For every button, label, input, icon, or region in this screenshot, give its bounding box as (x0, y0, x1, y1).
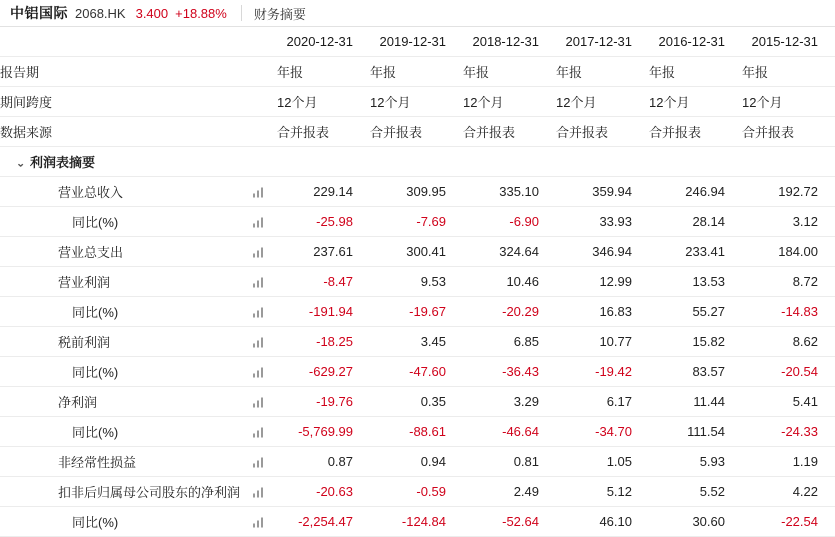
mini-bar-chart-icon[interactable] (253, 456, 265, 467)
row-label: 同比(%) (0, 357, 277, 387)
stock-name: 中铝国际 (10, 5, 68, 21)
section-label (0, 147, 277, 177)
row-value: 1.05 (556, 447, 649, 477)
row-value: 12个月 (370, 87, 463, 117)
row-value: -629.27 (277, 357, 370, 387)
row-label: 非经常性损益 (0, 447, 277, 477)
stock-header (0, 0, 835, 27)
row-value: -20.29 (463, 297, 556, 327)
column-header-period: 2018-12-31 (463, 27, 556, 57)
column-header-label (0, 27, 277, 57)
row-value: 229.14 (277, 177, 370, 207)
row-value: 46.10 (556, 507, 649, 537)
row-value: -22.54 (742, 507, 835, 537)
row-value: -47.60 (370, 357, 463, 387)
row-value: 12.99 (556, 267, 649, 297)
row-value: -7.69 (370, 207, 463, 237)
column-header-period: 2019-12-31 (370, 27, 463, 57)
header-divider (241, 5, 242, 21)
row-label: 期间跨度 (0, 87, 277, 117)
row-label: 数据来源 (0, 117, 277, 147)
row-value: 合并报表 (277, 117, 370, 147)
row-label: 税前利润 (0, 327, 277, 357)
mini-bar-chart-icon[interactable] (253, 366, 265, 377)
mini-bar-chart-icon[interactable] (253, 246, 265, 257)
column-header-period: 2015-12-31 (742, 27, 835, 57)
row-value: -19.42 (556, 357, 649, 387)
row-value: 111.54 (649, 417, 742, 447)
row-value: 年报 (742, 57, 835, 87)
mini-bar-chart-icon[interactable] (253, 426, 265, 437)
row-value: 6.85 (463, 327, 556, 357)
row-value: 233.41 (649, 237, 742, 267)
row-value: 5.41 (742, 387, 835, 417)
row-value: 年报 (649, 57, 742, 87)
row-value: 346.94 (556, 237, 649, 267)
table-row[interactable] (0, 387, 835, 417)
table-row[interactable] (0, 267, 835, 297)
table-row[interactable] (0, 297, 835, 327)
row-value: 9.53 (370, 267, 463, 297)
row-value: -52.64 (463, 507, 556, 537)
row-label: 扣非后归属母公司股东的净利润 (0, 477, 277, 507)
stock-change-percent: +18.88% (175, 5, 227, 21)
row-value: 合并报表 (742, 117, 835, 147)
row-label: 营业利润 (0, 267, 277, 297)
row-value: 28.14 (649, 207, 742, 237)
row-value: -19.76 (277, 387, 370, 417)
row-value: 5.12 (556, 477, 649, 507)
row-value: -5,769.99 (277, 417, 370, 447)
row-value: 8.62 (742, 327, 835, 357)
row-label: 同比(%) (0, 417, 277, 447)
row-value: 10.77 (556, 327, 649, 357)
section-label-text: 利润表摘要 (30, 155, 96, 170)
row-value: 12个月 (742, 87, 835, 117)
row-value: 3.29 (463, 387, 556, 417)
row-value: 83.57 (649, 357, 742, 387)
stock-code: 2068.HK (75, 5, 126, 21)
row-value: 237.61 (277, 237, 370, 267)
tab-financial-summary[interactable]: 财务摘要 (253, 6, 306, 22)
row-value: -46.64 (463, 417, 556, 447)
mini-bar-chart-icon[interactable] (253, 516, 265, 527)
row-label: 同比(%) (0, 297, 277, 327)
row-label: 报告期 (0, 57, 277, 87)
row-value: 合并报表 (370, 117, 463, 147)
row-label: 同比(%) (0, 507, 277, 537)
table-row[interactable] (0, 507, 835, 537)
row-label: 营业总收入 (0, 177, 277, 207)
row-value: 309.95 (370, 177, 463, 207)
row-value: 年报 (370, 57, 463, 87)
row-value: 0.35 (370, 387, 463, 417)
row-value: -124.84 (370, 507, 463, 537)
table-body (0, 57, 835, 537)
table-header (0, 27, 835, 57)
mini-bar-chart-icon[interactable] (253, 216, 265, 227)
table-row[interactable] (0, 207, 835, 237)
table-row[interactable] (0, 447, 835, 477)
row-value: 335.10 (463, 177, 556, 207)
section-row-income-statement[interactable] (0, 147, 835, 177)
section-row-empty-cell (556, 147, 649, 177)
row-value: 359.94 (556, 177, 649, 207)
section-row-empty-cell (463, 147, 556, 177)
row-value: 13.53 (649, 267, 742, 297)
row-value: 12个月 (277, 87, 370, 117)
row-value: -36.43 (463, 357, 556, 387)
mini-bar-chart-icon[interactable] (253, 306, 265, 317)
row-value: 184.00 (742, 237, 835, 267)
mini-bar-chart-icon[interactable] (253, 486, 265, 497)
section-row-empty-cell (370, 147, 463, 177)
row-value: 192.72 (742, 177, 835, 207)
row-label: 净利润 (0, 387, 277, 417)
row-value: 年报 (463, 57, 556, 87)
row-value: 合并报表 (649, 117, 742, 147)
section-row-empty-cell (742, 147, 835, 177)
row-value: 10.46 (463, 267, 556, 297)
row-value: -6.90 (463, 207, 556, 237)
mini-bar-chart-icon[interactable] (253, 396, 265, 407)
row-value: -19.67 (370, 297, 463, 327)
table-row[interactable] (0, 357, 835, 387)
row-value: 合并报表 (463, 117, 556, 147)
row-value: 55.27 (649, 297, 742, 327)
row-value: 33.93 (556, 207, 649, 237)
row-value: -8.47 (277, 267, 370, 297)
row-value: -0.59 (370, 477, 463, 507)
row-value: 12个月 (649, 87, 742, 117)
table-row[interactable] (0, 417, 835, 447)
mini-bar-chart-icon[interactable] (253, 276, 265, 287)
row-value: 年报 (556, 57, 649, 87)
row-value: 324.64 (463, 237, 556, 267)
row-label: 同比(%) (0, 207, 277, 237)
row-value: 3.45 (370, 327, 463, 357)
row-value: 2.49 (463, 477, 556, 507)
chevron-down-icon[interactable]: ⌄ (16, 158, 26, 170)
row-value: 0.81 (463, 447, 556, 477)
financial-summary-table-container[interactable] (0, 27, 835, 530)
section-row-empty-cell (649, 147, 742, 177)
row-value: -191.94 (277, 297, 370, 327)
stock-price: 3.400 (135, 5, 169, 21)
row-value: 15.82 (649, 327, 742, 357)
mini-bar-chart-icon[interactable] (253, 186, 265, 197)
row-value: 6.17 (556, 387, 649, 417)
column-header-period: 2017-12-31 (556, 27, 649, 57)
column-header-period: 2016-12-31 (649, 27, 742, 57)
table-row[interactable] (0, 117, 835, 147)
row-value: 5.93 (649, 447, 742, 477)
row-value: -20.63 (277, 477, 370, 507)
table-row[interactable] (0, 57, 835, 87)
table-header-row (0, 27, 835, 57)
row-value: -24.33 (742, 417, 835, 447)
row-value: 16.83 (556, 297, 649, 327)
row-value: 3.12 (742, 207, 835, 237)
row-value: -2,254.47 (277, 507, 370, 537)
row-value: -18.25 (277, 327, 370, 357)
table-row[interactable] (0, 327, 835, 357)
row-value: -14.83 (742, 297, 835, 327)
row-value: -20.54 (742, 357, 835, 387)
row-value: 0.94 (370, 447, 463, 477)
table-row[interactable] (0, 177, 835, 207)
row-value: 4.22 (742, 477, 835, 507)
section-row-empty-cell (277, 147, 370, 177)
column-header-period: 2020-12-31 (277, 27, 370, 57)
financial-summary-table (0, 27, 835, 537)
row-value: 300.41 (370, 237, 463, 267)
table-row[interactable] (0, 237, 835, 267)
row-value: 30.60 (649, 507, 742, 537)
table-row[interactable] (0, 87, 835, 117)
row-value: -34.70 (556, 417, 649, 447)
row-value: 合并报表 (556, 117, 649, 147)
row-value: 年报 (277, 57, 370, 87)
row-value: 12个月 (463, 87, 556, 117)
row-value: 246.94 (649, 177, 742, 207)
mini-bar-chart-icon[interactable] (253, 336, 265, 347)
row-value: 12个月 (556, 87, 649, 117)
row-value: 0.87 (277, 447, 370, 477)
table-row[interactable] (0, 477, 835, 507)
row-value: 8.72 (742, 267, 835, 297)
row-value: 1.19 (742, 447, 835, 477)
row-value: 5.52 (649, 477, 742, 507)
row-value: 11.44 (649, 387, 742, 417)
row-label: 营业总支出 (0, 237, 277, 267)
row-value: -25.98 (277, 207, 370, 237)
row-value: -88.61 (370, 417, 463, 447)
